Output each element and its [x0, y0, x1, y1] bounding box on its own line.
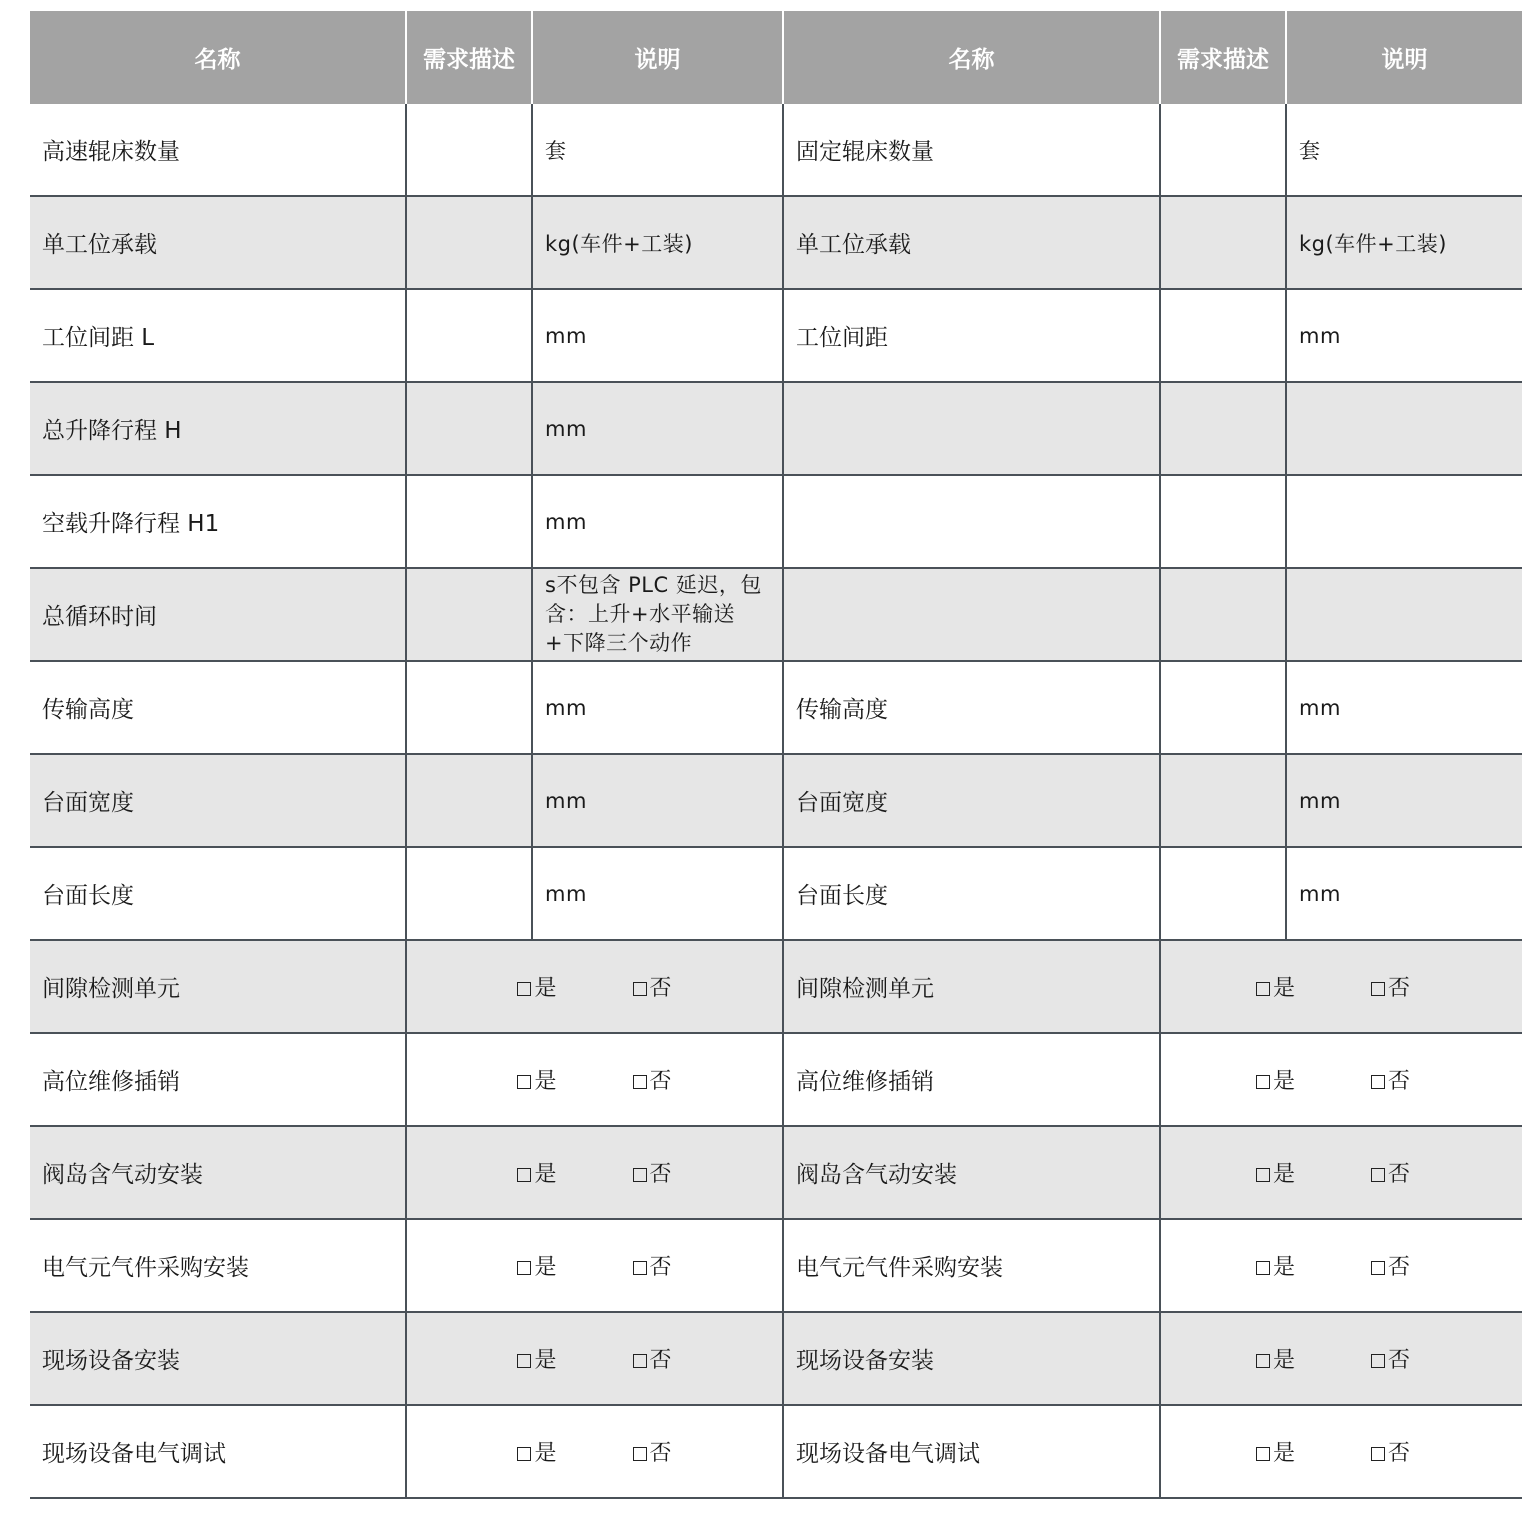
table-row: [30, 382, 1522, 475]
item-name-left: 总循环时间: [30, 568, 406, 661]
no-option-left[interactable]: [633, 1250, 672, 1281]
option-label: 否: [649, 1441, 672, 1466]
option-label: 是: [1272, 976, 1295, 1001]
choice-cell-right: [1160, 1405, 1522, 1498]
table-row: [30, 940, 1522, 1033]
table-row: [30, 1312, 1522, 1405]
yes-option-left[interactable]: [517, 1250, 556, 1281]
yes-option-right[interactable]: [1256, 1157, 1295, 1188]
choice-cell-left: [406, 940, 783, 1033]
requirement-input-right[interactable]: [1160, 661, 1286, 754]
item-note-right: 套: [1286, 104, 1522, 196]
choice-cell-right: [1160, 1312, 1522, 1405]
yes-option-left[interactable]: [517, 1064, 556, 1095]
no-option-right[interactable]: [1371, 971, 1410, 1002]
checkbox-icon[interactable]: [1256, 1075, 1270, 1089]
table-row: [30, 196, 1522, 289]
option-label: 否: [1388, 1255, 1411, 1280]
yes-option-right[interactable]: [1256, 1436, 1295, 1467]
requirement-input-right[interactable]: [1160, 104, 1286, 196]
item-name-right: 现场设备安装: [783, 1312, 1160, 1405]
table-row: [30, 1219, 1522, 1312]
requirement-input-right[interactable]: [1160, 568, 1286, 661]
requirement-input-right[interactable]: [1160, 196, 1286, 289]
item-note-right: [1286, 475, 1522, 568]
checkbox-icon[interactable]: [1256, 1354, 1270, 1368]
no-option-right[interactable]: [1371, 1343, 1410, 1374]
requirement-input-left[interactable]: [406, 104, 532, 196]
table-row: [30, 289, 1522, 382]
choice-cell-left: [406, 1033, 783, 1126]
checkbox-icon[interactable]: [633, 1075, 647, 1089]
item-name-left: 现场设备电气调试: [30, 1405, 406, 1498]
no-option-left[interactable]: [633, 971, 672, 1002]
item-name-left: 台面长度: [30, 847, 406, 940]
option-label: 是: [1272, 1255, 1295, 1280]
header-name-left: 名称: [30, 11, 406, 104]
table-row: [30, 754, 1522, 847]
item-name-left: 单工位承载: [30, 196, 406, 289]
option-label: 否: [649, 976, 672, 1001]
item-name-right: 高位维修插销: [783, 1033, 1160, 1126]
item-note-right: mm: [1286, 847, 1522, 940]
requirement-input-left[interactable]: [406, 196, 532, 289]
checkbox-icon[interactable]: [1371, 1354, 1385, 1368]
option-label: 否: [1388, 976, 1411, 1001]
item-name-left: 间隙检测单元: [30, 940, 406, 1033]
option-label: 是: [1272, 1348, 1295, 1373]
option-label: 是: [534, 1441, 557, 1466]
choice-cell-right: [1160, 1219, 1522, 1312]
item-name-right: 间隙检测单元: [783, 940, 1160, 1033]
header-requirement-right: 需求描述: [1160, 11, 1286, 104]
no-option-left[interactable]: [633, 1064, 672, 1095]
option-label: 是: [534, 1348, 557, 1373]
item-note-right: mm: [1286, 289, 1522, 382]
yes-option-right[interactable]: [1256, 1343, 1295, 1374]
choice-cell-left: [406, 1219, 783, 1312]
item-name-left: 高位维修插销: [30, 1033, 406, 1126]
no-option-left[interactable]: [633, 1436, 672, 1467]
option-label: 否: [1388, 1348, 1411, 1373]
table-row: [30, 1405, 1522, 1498]
item-name-left: 工位间距 L: [30, 289, 406, 382]
choice-cell-right: [1160, 1126, 1522, 1219]
item-note-left: mm: [532, 289, 783, 382]
requirements-table: [30, 11, 1522, 1499]
item-name-right: [783, 568, 1160, 661]
item-name-left: 高速辊床数量: [30, 104, 406, 196]
choice-cell-left: [406, 1312, 783, 1405]
yes-option-right[interactable]: [1256, 1064, 1295, 1095]
item-name-left: 电气元气件采购安装: [30, 1219, 406, 1312]
item-note-left: mm: [532, 754, 783, 847]
table-row: [30, 1126, 1522, 1219]
option-label: 是: [534, 1162, 557, 1187]
requirement-input-left[interactable]: [406, 289, 532, 382]
requirement-input-left[interactable]: [406, 754, 532, 847]
checkbox-icon[interactable]: [633, 1168, 647, 1182]
item-name-right: [783, 382, 1160, 475]
no-option-right[interactable]: [1371, 1250, 1410, 1281]
header-note-right: 说明: [1286, 11, 1522, 104]
item-note-right: mm: [1286, 661, 1522, 754]
checkbox-icon[interactable]: [517, 1168, 531, 1182]
header-row: [30, 11, 1522, 104]
item-name-left: 总升降行程 H: [30, 382, 406, 475]
yes-option-right[interactable]: [1256, 1250, 1295, 1281]
item-note-left: mm: [532, 847, 783, 940]
item-name-right: 阀岛含气动安装: [783, 1126, 1160, 1219]
item-note-left: mm: [532, 475, 783, 568]
item-name-left: 阀岛含气动安装: [30, 1126, 406, 1219]
option-label: 否: [649, 1348, 672, 1373]
checkbox-icon[interactable]: [517, 1075, 531, 1089]
item-name-left: 现场设备安装: [30, 1312, 406, 1405]
requirement-input-left[interactable]: [406, 382, 532, 475]
requirement-input-left[interactable]: [406, 568, 532, 661]
checkbox-icon[interactable]: [1256, 982, 1270, 996]
table-row: [30, 1033, 1522, 1126]
option-label: 否: [1388, 1069, 1411, 1094]
item-name-right: 单工位承载: [783, 196, 1160, 289]
item-name-right: [783, 475, 1160, 568]
checkbox-icon[interactable]: [1256, 1261, 1270, 1275]
no-option-right[interactable]: [1371, 1157, 1410, 1188]
option-label: 是: [1272, 1069, 1295, 1094]
checkbox-icon[interactable]: [1371, 982, 1385, 996]
no-option-left[interactable]: [633, 1343, 672, 1374]
checkbox-icon[interactable]: [517, 1447, 531, 1461]
table-row: [30, 104, 1522, 196]
option-label: 是: [534, 1069, 557, 1094]
yes-option-left[interactable]: [517, 971, 556, 1002]
no-option-right[interactable]: [1371, 1064, 1410, 1095]
item-name-right: 台面宽度: [783, 754, 1160, 847]
option-label: 否: [1388, 1162, 1411, 1187]
item-note-left: s不包含 PLC 延迟，包含：上升+水平输送+下降三个动作: [532, 568, 783, 661]
yes-option-left[interactable]: [517, 1436, 556, 1467]
header-name-right: 名称: [783, 11, 1160, 104]
item-name-right: 电气元气件采购安装: [783, 1219, 1160, 1312]
checkbox-icon[interactable]: [633, 1354, 647, 1368]
item-name-left: 台面宽度: [30, 754, 406, 847]
item-name-left: 空载升降行程 H1: [30, 475, 406, 568]
requirement-input-right[interactable]: [1160, 475, 1286, 568]
item-note-right: [1286, 382, 1522, 475]
table-row: [30, 568, 1522, 661]
checkbox-icon[interactable]: [633, 1447, 647, 1461]
item-note-left: 套: [532, 104, 783, 196]
item-note-right: [1286, 568, 1522, 661]
item-note-right: kg(车件+工装): [1286, 196, 1522, 289]
item-note-left: mm: [532, 661, 783, 754]
yes-option-left[interactable]: [517, 1343, 556, 1374]
requirement-input-right[interactable]: [1160, 847, 1286, 940]
table-row: [30, 475, 1522, 568]
checkbox-icon[interactable]: [1371, 1075, 1385, 1089]
option-label: 否: [649, 1162, 672, 1187]
option-label: 是: [534, 976, 557, 1001]
checkbox-icon[interactable]: [1256, 1168, 1270, 1182]
requirements-table-container: [30, 11, 1522, 1499]
item-name-right: 工位间距: [783, 289, 1160, 382]
choice-cell-left: [406, 1405, 783, 1498]
item-note-left: mm: [532, 382, 783, 475]
item-name-right: 传输高度: [783, 661, 1160, 754]
item-name-right: 固定辊床数量: [783, 104, 1160, 196]
option-label: 否: [649, 1255, 672, 1280]
table-row: [30, 661, 1522, 754]
checkbox-icon[interactable]: [633, 1261, 647, 1275]
yes-option-right[interactable]: [1256, 971, 1295, 1002]
header-note-left: 说明: [532, 11, 783, 104]
option-label: 否: [649, 1069, 672, 1094]
checkbox-icon[interactable]: [1371, 1168, 1385, 1182]
option-label: 是: [1272, 1441, 1295, 1466]
option-label: 是: [1272, 1162, 1295, 1187]
table-row: [30, 847, 1522, 940]
no-option-right[interactable]: [1371, 1436, 1410, 1467]
item-name-right: 现场设备电气调试: [783, 1405, 1160, 1498]
requirement-input-left[interactable]: [406, 847, 532, 940]
option-label: 是: [534, 1255, 557, 1280]
requirement-input-right[interactable]: [1160, 754, 1286, 847]
item-name-right: 台面长度: [783, 847, 1160, 940]
choice-cell-left: [406, 1126, 783, 1219]
requirement-input-right[interactable]: [1160, 289, 1286, 382]
item-note-right: mm: [1286, 754, 1522, 847]
yes-option-left[interactable]: [517, 1157, 556, 1188]
checkbox-icon[interactable]: [1371, 1447, 1385, 1461]
choice-cell-right: [1160, 940, 1522, 1033]
no-option-left[interactable]: [633, 1157, 672, 1188]
checkbox-icon[interactable]: [633, 982, 647, 996]
checkbox-icon[interactable]: [517, 1354, 531, 1368]
option-label: 否: [1388, 1441, 1411, 1466]
checkbox-icon[interactable]: [1371, 1261, 1385, 1275]
checkbox-icon[interactable]: [517, 1261, 531, 1275]
header-requirement-left: 需求描述: [406, 11, 532, 104]
checkbox-icon[interactable]: [1256, 1447, 1270, 1461]
item-note-left: kg(车件+工装): [532, 196, 783, 289]
requirement-input-left[interactable]: [406, 661, 532, 754]
choice-cell-right: [1160, 1033, 1522, 1126]
item-name-left: 传输高度: [30, 661, 406, 754]
requirement-input-right[interactable]: [1160, 382, 1286, 475]
checkbox-icon[interactable]: [517, 982, 531, 996]
requirement-input-left[interactable]: [406, 475, 532, 568]
